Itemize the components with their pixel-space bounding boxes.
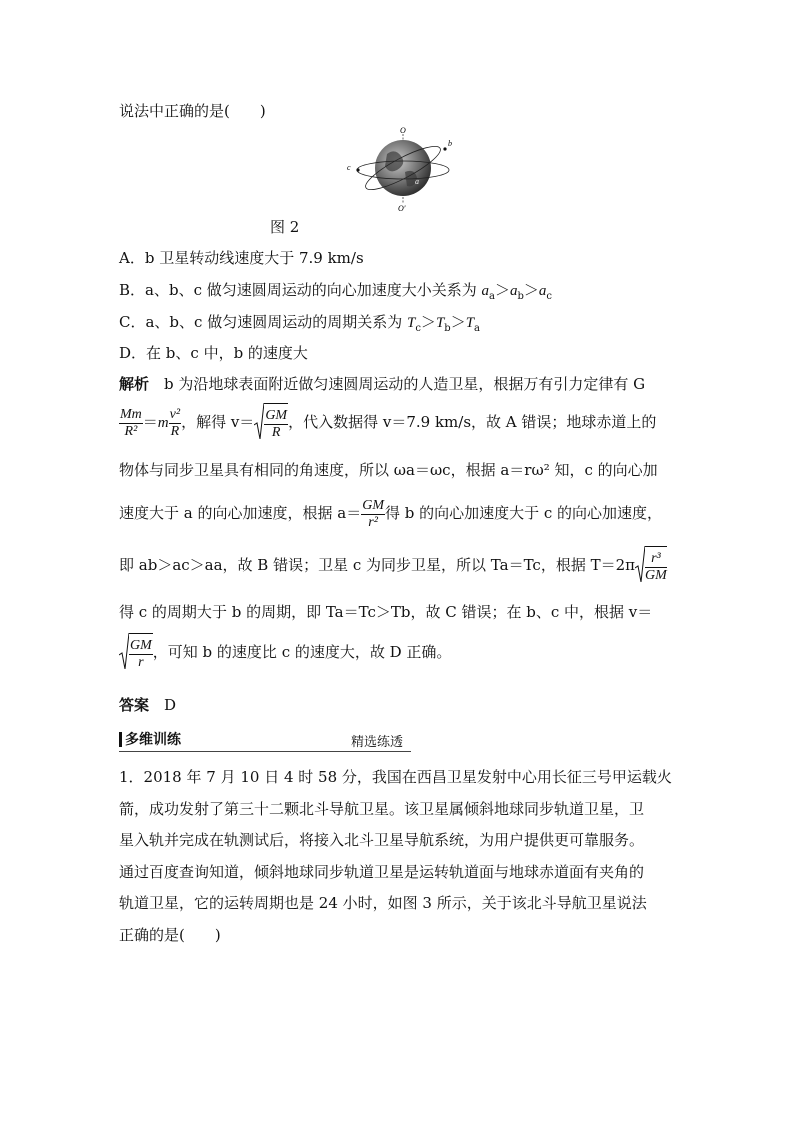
analysis-line-2: $\frac{Mm}{\text{R²}}$ ＝m $\frac{\text{v²}}{R}$ ，解得 v＝ $\frac{GM}{R}$ ，代入数据得 v＝7.9 km/s，故 A 错误；地球赤道上的 [119,402,656,444]
analysis-text-5a: 即 ab＞ac＞aa，故 B 错误；卫星 c 为同步卫星，所以 Ta＝Tc，根据 T＝2π [119,556,636,574]
option-c-text: C．a、b、c 做匀速圆周运动的周期关系为 [119,313,407,331]
question-line-3: 星入轨并完成在轨测试后，将接入北斗卫星导航系统，为用户提供更可靠服务。 [119,831,645,849]
section-header [119,729,411,752]
analysis-line-3: 物体与同步卫星具有相同的角速度，所以 ωa＝ωc，根据 a＝rω² 知，c 的向心加 [119,461,658,479]
option-a: A．b 卫星转动线速度大于 7.9 km/s [119,249,364,267]
earth-orbit-figure [343,124,461,212]
answer-label: 答案 [119,696,150,714]
question-line-6: 正确的是( ) [119,926,221,944]
question-line-5: 轨道卫星，它的运转周期也是 24 小时，如图 3 所示，关于该北斗导航卫星说法 [119,894,647,912]
analysis-text-2b: ，代入数据得 v＝7.9 km/s，故 A 错误；地球赤道上的 [288,413,657,431]
label-O: O [400,126,406,135]
analysis-line-5: 即 ab＞ac＞aa，故 B 错误；卫星 c 为同步卫星，所以 Ta＝Tc，根据 T＝2π $\frac{\text{r³}}{GM}$ [119,545,667,587]
figure-caption: 图 2 [270,218,300,236]
analysis-text-2a: ，解得 v＝ [181,413,255,431]
analysis-line-4: 速度大于 a 的向心加速度，根据 a＝ $\frac{GM}{\text{r²}}$ 得 b 的向心加速度大于 c 的向心加速度， [119,497,663,530]
option-d: D．在 b、c 中，b 的速度大 [119,344,308,362]
analysis-text-4a: 速度大于 a 的向心加速度，根据 a＝ [119,504,362,522]
label-b: b [448,139,452,148]
analysis-text-4b: 得 b 的向心加速度大于 c 的向心加速度， [384,504,663,522]
answer-line [119,695,176,715]
analysis-line-6: 得 c 的周期大于 b 的周期，即 Ta＝Tc＞Tb，故 C 错误；在 b、c 中，根据 v＝ [119,603,653,621]
option-c: C．a、b、c 做匀速圆周运动的周期关系为 $T_c>T_b>T_a$ [119,313,481,334]
option-b: B．a、b、c 做匀速圆周运动的向心加速度大小关系为 $a_a>a_b>a_c$ [119,281,553,302]
label-a: a [415,177,419,186]
option-b-text: B．a、b、c 做匀速圆周运动的向心加速度大小关系为 [119,281,482,299]
section-bar [119,732,122,747]
label-O-prime: O′ [398,204,406,212]
intro-text: 说法中正确的是( ) [119,102,266,120]
label-c: c [347,163,351,172]
answer-value: D [164,696,177,714]
question-line-2: 箭，成功发射了第三十二颗北斗导航卫星。该卫星属倾斜地球同步轨道卫星，卫 [119,800,645,818]
analysis-text-1: b 为沿地球表面附近做匀速圆周运动的人造卫星，根据万有引力定律有 G [164,375,646,393]
question-line-4: 通过百度查询知道，倾斜地球同步轨道卫星是运转轨道面与地球赤道面有夹角的 [119,863,645,881]
analysis-text-7: ，可知 b 的速度比 c 的速度大，故 D 正确。 [152,643,452,661]
section-title: 多维训练 [125,732,181,748]
analysis-line-7: $\frac{GM}{r}$ ，可知 b 的速度比 c 的速度大，故 D 正确。 [119,632,451,674]
analysis-label: 解析 [119,375,150,393]
question-line-1: 1．2018 年 7 月 10 日 4 时 58 分，我国在西昌卫星发射中心用长征三号甲运载火 [119,768,672,786]
analysis-line-1 [119,374,645,394]
section-subtitle: 精选练透 [351,735,404,750]
